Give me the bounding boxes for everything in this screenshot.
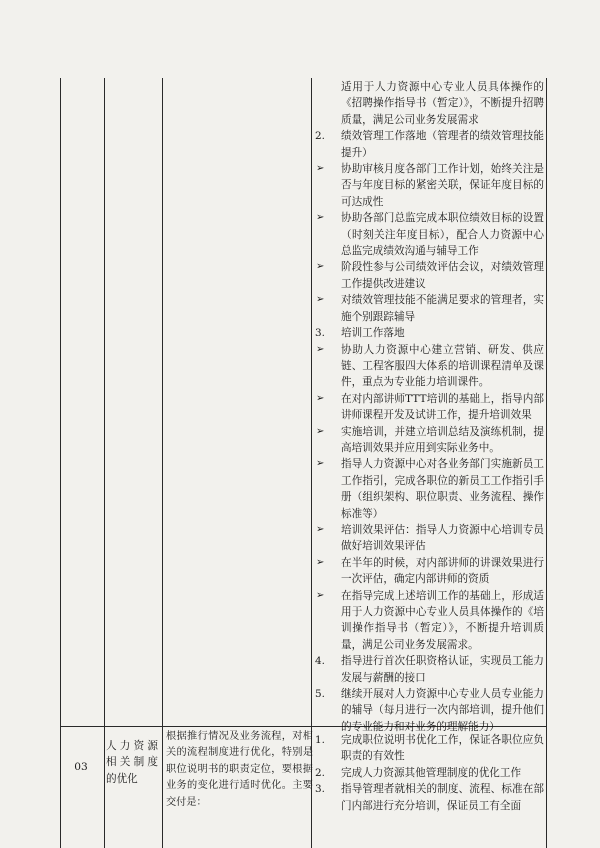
section-number: 03 [74, 761, 88, 773]
item-text: 阶段性参与公司绩效评估会议，对绩效管理工作提供改进建议 [341, 261, 544, 290]
item-marker: 3. [315, 783, 325, 796]
table-border-col2 [104, 78, 105, 848]
list-item [315, 391, 544, 424]
section-title [106, 738, 158, 787]
list-item [315, 456, 544, 522]
item-marker [315, 79, 341, 128]
item-marker: 4. [315, 655, 325, 668]
item-text: 指导人力资源中心对各业务部门实施新员工工作指引，完成各职位的新员工工作指引手册（组织架构、职位职责、业务流程、操作标准等） [341, 458, 544, 520]
arrow-bullet-icon: ➢ [316, 294, 325, 306]
arrow-bullet-icon: ➢ [316, 458, 325, 470]
list-item [315, 128, 544, 161]
item-text: 适用于人力资源中心专业人员具体操作的《招聘操作指导书（暂定）》，不断提升招聘质量，满足公司业务发展需求 [341, 81, 544, 126]
list-item [315, 522, 544, 555]
arrow-bullet-icon: ➢ [316, 261, 325, 273]
list-item [315, 765, 544, 781]
item-text: 继续开展对人力资源中心专业人员专业能力的辅导（每月进行一次内部培训，提升他们的专业能力和对业务的理解能力） [341, 688, 544, 733]
item-text: 在半年的时候，对内部讲师的讲课效果进行一次评估，确定内部讲师的资质 [341, 556, 544, 586]
list-item [315, 325, 544, 341]
list-item [315, 161, 544, 210]
item-text: 完成职位说明书优化工作，保证各职位应负职责的有效性 [341, 734, 544, 763]
item-text: 在对内部讲师TTT培训的基础上，指导内部讲师课程开发及试讲工作，提升培训效果 [341, 392, 544, 422]
item-marker: 1. [315, 734, 325, 746]
item-text: 协助各部门总监完成本职位绩效目标的设置（时刻关注年度目标），配合人力资源中心总监完成绩效沟通与辅导工作 [341, 212, 544, 258]
arrow-bullet-icon: ➢ [316, 212, 325, 224]
list-item [315, 210, 544, 259]
item-marker: 3. [315, 327, 325, 340]
table-border-left [60, 78, 61, 848]
section-title-line: 的优化 [106, 772, 138, 785]
item-text: 在指导完成上述培训工作的基础上，形成适用于人力资源中心专业人员具体操作的《培训操作指导书（暂定）》，不断提升培训质量，满足公司业务发展需求。 [341, 589, 544, 651]
item-text: 绩效管理工作落地（管理者的绩效管理技能提升） [341, 130, 544, 159]
item-text: 协助审核月度各部门工作计划，始终关注是否与年度目标的紧密关联，保证年度目标的可达成性 [341, 163, 544, 208]
item-text: 培训效果评估：指导人力资源中心培训专员做好培训效果评估 [341, 523, 544, 553]
table-border-right [546, 78, 547, 848]
item-marker: 2. [315, 130, 325, 143]
table-border-col3 [162, 78, 163, 848]
section-title-line: 人力资源 [106, 740, 158, 752]
arrow-bullet-icon: ➢ [316, 556, 325, 568]
section-deliverables [315, 732, 544, 814]
list-item [315, 653, 544, 686]
item-marker: 2. [315, 766, 325, 779]
arrow-bullet-icon: ➢ [316, 523, 325, 535]
item-text: 指导进行首次任职资格认证，实现员工能力发展与薪酬的接口 [341, 655, 544, 684]
item-text: 完成人力资源其他管理制度的优化工作 [341, 766, 522, 779]
arrow-bullet-icon: ➢ [316, 425, 325, 437]
section-description: 根据推行情况及业务流程，对相关的流程制度进行优化，特别是职位说明书的职责定位，要根据业务的变化进行适时优化。主要交付是： [166, 731, 313, 808]
list-item [315, 781, 544, 814]
section-title-line: 相关制度 [106, 756, 158, 769]
plan-content-column [315, 79, 544, 735]
list-item [315, 259, 544, 292]
arrow-bullet-icon: ➢ [316, 163, 325, 175]
item-text: 对绩效管理技能不能满足要求的管理者，实施个别跟踪辅导 [341, 294, 544, 323]
list-item [315, 555, 544, 588]
item-text: 培训工作落地 [341, 327, 405, 340]
list-item [315, 686, 544, 735]
arrow-bullet-icon: ➢ [316, 343, 325, 355]
list-item [315, 588, 544, 654]
arrow-bullet-icon: ➢ [316, 589, 325, 601]
item-text: 指导管理者就相关的制度、流程、标准在部门内部进行充分培训，保证员工有全面 [341, 783, 544, 812]
list-item [315, 732, 544, 765]
list-item [315, 292, 544, 325]
item-text: 实施培训，并建立培训总结及演练机制，提高培训效果并应用到实际业务中。 [341, 425, 544, 454]
list-item [315, 424, 544, 457]
list-item [315, 342, 544, 391]
arrow-bullet-icon: ➢ [316, 392, 325, 404]
list-item [315, 79, 544, 128]
item-text: 协助人力资源中心建立营销、研发、供应链、工程客服四大体系的培训课程清单及课件，重点为专业能力培训课件。 [341, 343, 544, 389]
item-marker: 5. [315, 688, 325, 701]
